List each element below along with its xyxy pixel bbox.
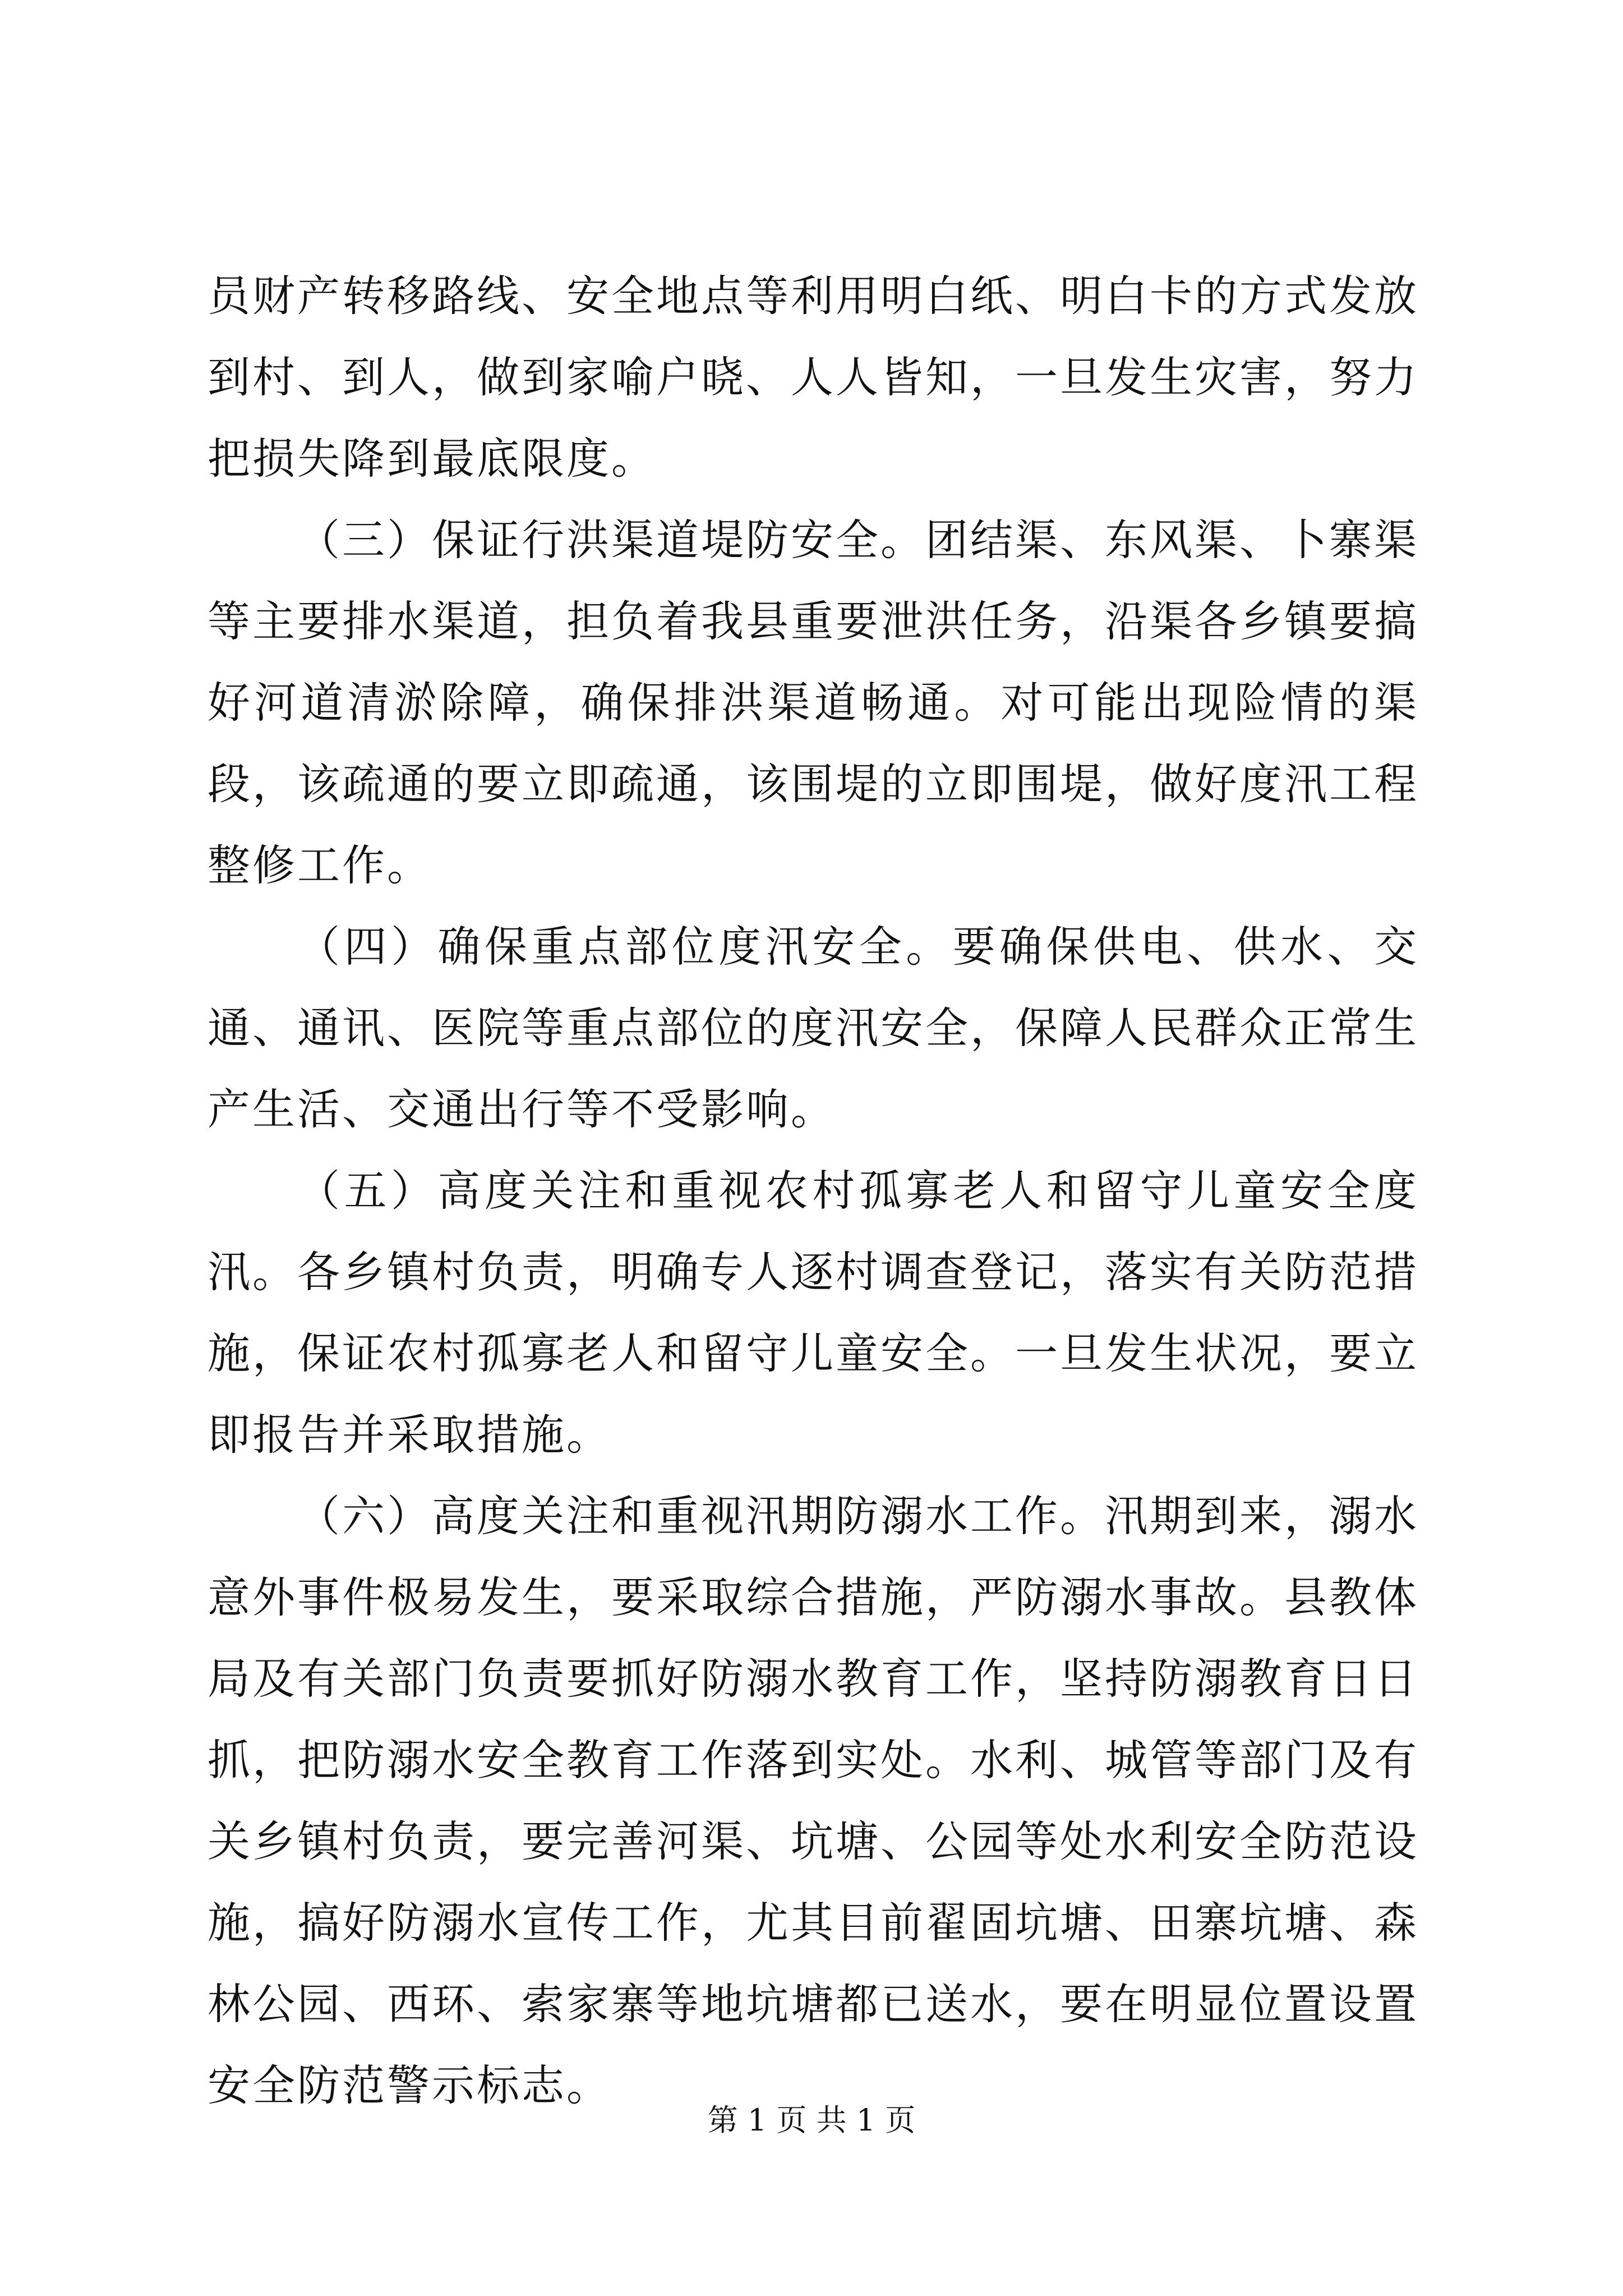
paragraph-2: （三）保证行洪渠道堤防安全。团结渠、东风渠、卜寨渠等主要排水渠道，担负着我县重要泄洪任务，沿渠各乡镇要搞好河道清淤除障，确保排洪渠道畅通。对可能出现险情的渠段，该疏通的要立即疏通，该围堤的立即围堤，做好度汛工程整修工作。 <box>208 515 1419 890</box>
paragraph-3: （四）确保重点部位度汛安全。要确保供电、供水、交通、通讯、医院等重点部位的度汛安全，保障人民群众正常生产生活、交通出行等不受影响。 <box>208 922 1419 1134</box>
document-body <box>208 255 1419 2126</box>
paragraph-5: （六）高度关注和重视汛期防溺水工作。汛期到来，溺水意外事件极易发生，要采取综合措施，严防溺水事故。县教体局及有关部门负责要抓好防溺水教育工作，坚持防溺教育日日抓，把防溺水安全教育工作落到实处。水利、城管等部门及有关乡镇村负责，要完善河渠、坑塘、公园等处水利安全防范设施，搞好防溺水宣传工作，尤其目前翟固坑塘、田寨坑塘、森林公园、西环、索家寨等地坑塘都已送水，要在明显位置设置安全防范警示标志。 <box>208 1491 1419 2110</box>
page-footer: 第 1 页 共 1 页 <box>707 2102 916 2138</box>
paragraph-4: （五）高度关注和重视农村孤寡老人和留守儿童安全度汛。各乡镇村负责，明确专人逐村调查登记，落实有关防范措施，保证农村孤寡老人和留守儿童安全。一旦发生状况，要立即报告并采取措施。 <box>208 1166 1419 1460</box>
paragraph-1: 员财产转移路线、安全地点等利用明白纸、明白卡的方式发放到村、到人，做到家喻户晓、人人皆知，一旦发生灾害，努力把损失降到最底限度。 <box>208 271 1419 484</box>
